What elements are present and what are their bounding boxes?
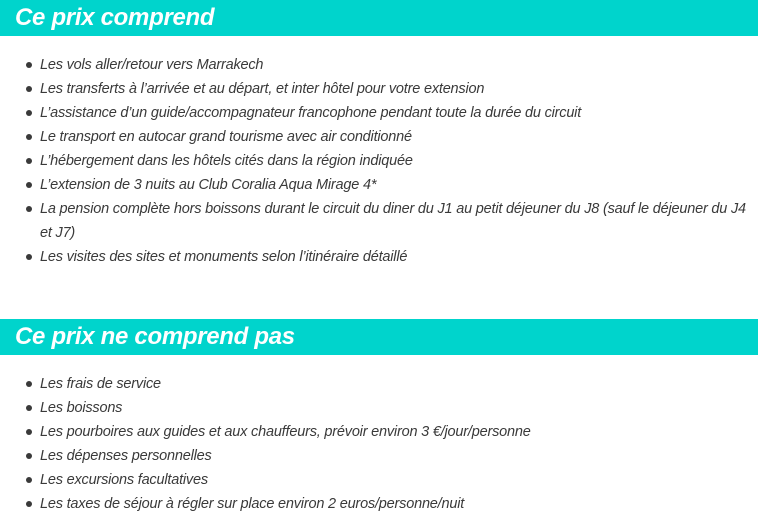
list-item: La pension complète hors boissons durant le circuit du diner du J1 au petit déjeuner du J8 (sauf le déjeuner du J4 et J7): [0, 197, 758, 245]
bullet-icon: [26, 206, 32, 212]
list-item: Les dépenses personnelles: [0, 444, 758, 468]
list-item: Les boissons: [0, 396, 758, 420]
bullet-icon: [26, 477, 32, 483]
list-item: Les pourboires aux guides et aux chauffeurs, prévoir environ 3 €/jour/personne: [0, 420, 758, 444]
bullet-icon: [26, 86, 32, 92]
bullet-icon: [26, 158, 32, 164]
bullet-icon: [26, 453, 32, 459]
list-item: Les vols aller/retour vers Marrakech: [0, 53, 758, 77]
list-item: Les frais de service: [0, 372, 758, 396]
list-item: L’hébergement dans les hôtels cités dans la région indiquée: [0, 149, 758, 173]
not-included-list: [0, 372, 758, 516]
bullet-icon: [26, 381, 32, 387]
list-item: L’extension de 3 nuits au Club Coralia Aqua Mirage 4*: [0, 173, 758, 197]
list-item: L’assistance d’un guide/accompagnateur francophone pendant toute la durée du circuit: [0, 101, 758, 125]
list-item: Les excursions facultatives: [0, 468, 758, 492]
list-item: Les visites des sites et monuments selon l’itinéraire détaillé: [0, 245, 758, 269]
list-item: Le transport en autocar grand tourisme avec air conditionné: [0, 125, 758, 149]
section-title-included: Ce prix comprend: [15, 4, 215, 31]
bullet-icon: [26, 429, 32, 435]
section-title-not-included: Ce prix ne comprend pas: [15, 323, 295, 350]
bullet-icon: [26, 110, 32, 116]
included-list: [0, 53, 758, 269]
bullet-icon: [26, 182, 32, 188]
bullet-icon: [26, 254, 32, 260]
list-item: Les transferts à l’arrivée et au départ, et inter hôtel pour votre extension: [0, 77, 758, 101]
bullet-icon: [26, 405, 32, 411]
bullet-icon: [26, 134, 32, 140]
bullet-icon: [26, 62, 32, 68]
bullet-icon: [26, 501, 32, 507]
section-header-included: [0, 0, 758, 36]
list-item: Les taxes de séjour à régler sur place environ 2 euros/personne/nuit: [0, 492, 758, 516]
section-header-not-included: [0, 319, 758, 355]
